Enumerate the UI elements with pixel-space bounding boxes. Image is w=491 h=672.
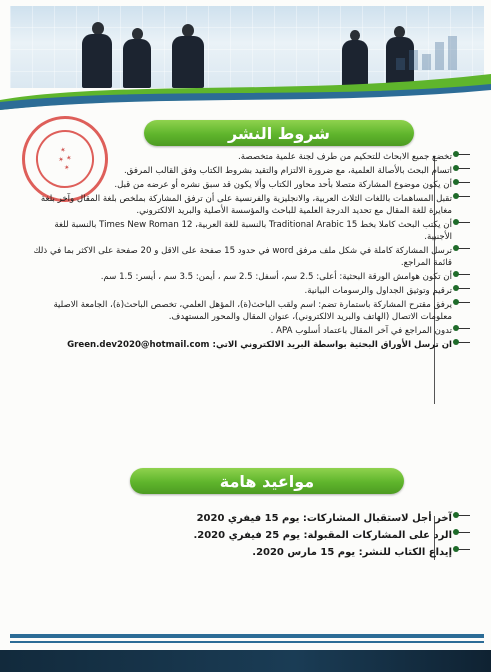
footer-bar [0, 650, 491, 672]
footer-divider [10, 634, 484, 638]
section-title-publication: شروط النشر [144, 120, 414, 146]
condition-item: أن تكون هوامش الورقة البحثية: أعلى: 2.5 سم، أسفل: 2.5 سم ، أيمن: 3.5 سم ، أيسر: 1.5 سم. [30, 271, 474, 283]
condition-item: تقبل المساهمات باللغات الثلاث العربية، والانجليزية والفرنسية على أن ترفق المشاركة بملخص بلغة المقال وآخر بلغة مغايرة للغة المقال مع تحديد الدرجة العلمية للباحث والمؤسسة الأصلية والبريد الالكتروني. [30, 193, 474, 217]
condition-item: ترقيم وتوثيق الجداول والرسومات البيانية. [30, 285, 474, 297]
header-swoosh-blue [0, 80, 491, 110]
condition-item: ترسل المشاركة كاملة في شكل ملف مرفق word في حدود 15 صفحة على الاقل و 20 صفحة على الاكثر بما في ذلك قائمة المراجع. [30, 245, 474, 269]
footer-divider [10, 641, 484, 643]
date-item: آخر أجل لاستقبال المشاركات: يوم 15 فيفري 2020 [30, 512, 474, 525]
condition-item: أن يكون موضوع المشاركة متصلا بأحد محاور الكتاب وألا يكون قد سبق نشره أو عرضه من قبل. [30, 179, 474, 191]
date-item: الرد على المشاركات المقبولة: يوم 25 فيفري 2020. [30, 529, 474, 542]
condition-item-email: ان ترسل الأوراق البحثية بواسطة البريد الالكتروني الاتي: Green.dev2020@hotmail.com [30, 339, 474, 351]
section-title-dates: مواعيد هامة [130, 468, 404, 494]
condition-item: أن يكتب البحث كاملا بخط Traditional Arabic 15 بالنسبة للغة العربية، 12 Times New Roman بالنسبة للغة الأجنبية. [30, 219, 474, 243]
condition-item: تدون المراجع في آخر المقال باعتماد أسلوب APA . [30, 325, 474, 337]
condition-item: تخضع جميع الابحاث للتحكيم من طرف لجنة علمية متخصصة. [30, 151, 474, 163]
condition-item: اتسام البحث بالأصالة العلمية، مع ضرورة الالتزام والتقيد بشروط الكتاب وفق القالب المرفق. [30, 165, 474, 177]
date-item: إيداع الكتاب للنشر: يوم 15 مارس 2020. [30, 546, 474, 559]
condition-item: يرفق مقترح المشاركة باستمارة تضم: اسم ولقب الباحث(ة)، المؤهل العلمي، تخصص الباحث(ة)، الجامعة الاصلية معلومات الاتصال (الهاتف والبريد الالكتروني)، عنوان المقال والمحور المستهدف. [30, 299, 474, 323]
institution-stamp: ✶ ✶ ✶ ✶ [14, 108, 116, 210]
important-dates-list [30, 512, 474, 559]
publication-conditions-list [30, 151, 474, 351]
